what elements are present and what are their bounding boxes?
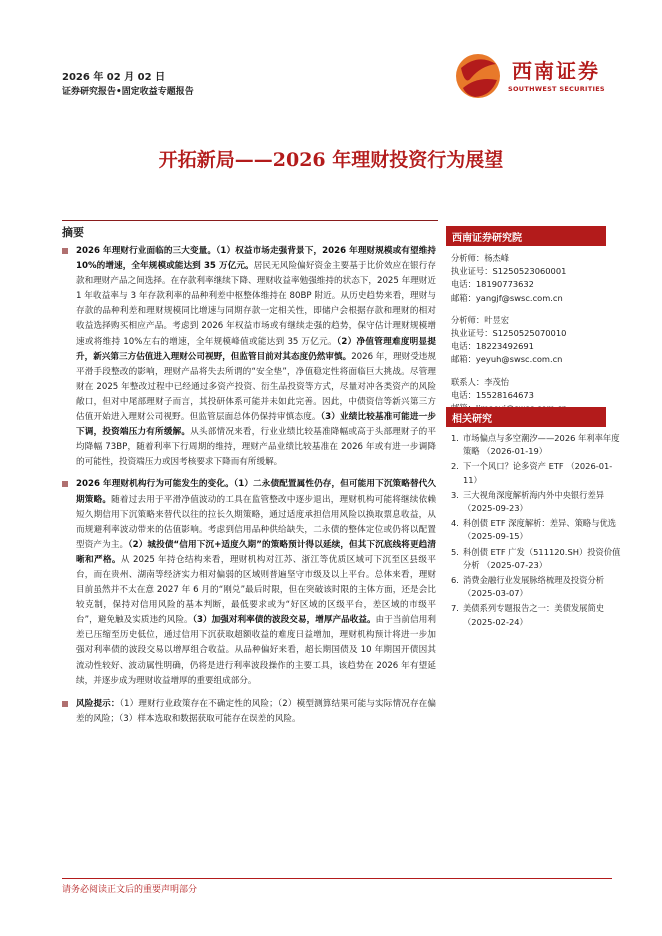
- bullet-icon: [62, 248, 68, 254]
- analyst-email[interactable]: 邮箱：yeyuh@swsc.com.cn: [451, 354, 563, 365]
- related-research-item[interactable]: 7. 美债系列专题报告之一：美债发展简史 （2025-02-24）: [451, 603, 605, 627]
- abstract-body: [62, 244, 436, 734]
- analyst-role: 分析师：叶昱宏: [451, 314, 510, 325]
- analyst-cert: 执业证号：S1250525070010: [451, 328, 567, 339]
- footer-divider: [62, 878, 612, 879]
- related-research-item[interactable]: 6. 消费金融行业发展脉络梳理及投资分析 （2025-03-07）: [451, 575, 605, 599]
- related-research-item[interactable]: 1. 市场偏点与多空潮汐——2026 年利率年度策略 （2026-01-19）: [451, 433, 620, 457]
- related-research-item[interactable]: 3. 三大视角深度解析海内外中央银行差异 （2025-09-23）: [451, 489, 605, 514]
- risk-warning: 风险提示：（1）理财行业政策存在不确定性的风险；（2）模型测算结果可能与实际情况存在偏差的风险；（3）样本选取和数据获取可能存在误差的风险。: [62, 697, 436, 727]
- analyst-role: 分析师：杨杰峰: [451, 253, 510, 263]
- report-title: 开拓新局——2026 年理财投资行为展望: [158, 149, 504, 171]
- related-research-item[interactable]: 4. 科创债 ETF 深度解析：差异、策略与优选 （2025-09-15）: [451, 518, 617, 542]
- abstract-paragraph-1: 2026 年理财行业面临的三大变量。（1）权益市场走强背景下，2026 年理财规模或有望维持 10%的增速，全年规模或能达到 35 万亿元。居民无风险偏好资金主要基于比价效应在银行存款和理财产品之间选择。在存款利率继续下降、理财收益率勉强维持的状态下，2025 年理财近 1 年收益率与 3 年存款利率的品种利差中枢整体维持在 80BP 附近。从历史趋势来看，理财与存款的品种利差和理财规模同比增速与同期存款一定相关性，即储户会根据存款和理财的相对收益选择购买相应产品。考虑到 2026 年权益市场或有继续走强的趋势，保守估计理财规模增速或将维持 10%左右的增速，全年规模峰值或能达到 35 万亿元。（2）净值管理难度明显提升，新兴第三方估值进入理财公司视野，但监管目前对其态度仍然审慎。2026 年，理财受违规平滑手段整改的影响，理财产品将失去所谓的“安全垫”，净值稳定性将面临巨大挑战。尽管理财在 2025 年整改过程中已经通过多资产投资、衍生品投资等方式，尽量对冲各类资产的风险敞口，但对中尾部理财子而言，其投研体系可能并未如此完善。因此，中债资信等新兴第三方估值开始进入理财公司视野。但监管层面总体仍保持审慎态度。（3）业绩比较基准可能进一步下调，投资端压力有所缓解。从头部情况来看，行业业绩比较基准降幅或高于头部理财子的平均降幅 73BP，随着利率下行周期的维持，理财产品业绩比较基准在 2026 年或有进一步调降的可能性，投资端压力或因考核要求下降而有所缓解。: [62, 244, 436, 470]
- analyst-list: [451, 252, 611, 415]
- analyst-phone: 电话：18223492691: [451, 341, 534, 352]
- analyst-phone: 电话：18190773632: [451, 279, 534, 290]
- related-research-list: [451, 432, 621, 631]
- logo-name-en: SOUTHWEST SECURITIES: [508, 85, 605, 93]
- bullet-icon: [62, 701, 68, 707]
- contact-phone: 电话：15528164673: [451, 389, 534, 400]
- abstract-heading: 摘要: [62, 226, 84, 239]
- abstract-paragraph-2: 2026 年理财机构行为可能发生的变化。（1）二永债配置属性仍存，但可能用下沉策略替代久期策略。随着过去用于平滑净值波动的工具在监管整改中逐步退出，理财机构可能将继续依赖短久期信用下沉策略来替代以往的拉长久期策略，通过适度承担信用风险以换取票息收益，从而规避利率波动带来的估值影响。考虑到信用品种供给缺失，二永债的整体定位或仍将以配置型资产为主。（2）城投债“信用下沉+适度久期”的策略预计得以延续，但其下沉底线将更趋清晰和严格。从 2025 年持仓结构来看，理财机构对江苏、浙江等优质区域可下沉至区县级平台，而在贵州、湖南等经济实力相对偏弱的区域则普遍坚守市级及以上平台。总体来看，理财目前虽然并不太在意 2027 年 6 月的“刚兑”最后时限，但在突破该时限的主体方面，还是会比较克制，保持对信用风险的基本判断，最低要求或为“好区域的区级平台，差区域的市级平台”，避免触及实质违约风险。（3）加强对利率债的波段交易，增厚产品收益。由于当前信用利差已压缩至历史低位，通过信用下沉获取超额收益的难度日益增加，理财机构预计将进一步加强对利率债的波段交易以增厚组合收益。从品种偏好来看，超长期国债及 10 年期国开债因其流动性较好、波动属性明确，仍将是进行利率波段操作的主要工具，该趋势在 2026 年有望延续，并逐步成为理财收益增厚的重要组成部分。: [62, 477, 436, 688]
- logo-name-cn: 西南证券: [512, 59, 600, 83]
- footer-disclaimer: 请务必阅读正文后的重要声明部分: [62, 885, 198, 895]
- related-research-item[interactable]: 5. 科创债 ETF 广发（511120.SH）投资价值分析 （2025-07-23）: [451, 546, 621, 570]
- section-divider: [62, 220, 438, 221]
- institute-label-bar: 西南证券研究院: [446, 226, 606, 246]
- report-date: 2026 年 02 月 02 日: [62, 72, 166, 83]
- contact-role: 联系人：李茂怡: [451, 376, 510, 387]
- report-type: 证券研究报告•固定收益专题报告: [62, 87, 194, 97]
- analyst-email[interactable]: 邮箱：yangjf@swsc.com.cn: [451, 292, 563, 303]
- related-research-label-bar: 相关研究: [446, 407, 606, 427]
- related-research-item[interactable]: 2. 下一个风口？论多资产 ETF （2026-01-11）: [451, 461, 613, 485]
- bullet-icon: [62, 481, 68, 487]
- analyst-cert: 执业证号：S1250523060001: [451, 266, 567, 277]
